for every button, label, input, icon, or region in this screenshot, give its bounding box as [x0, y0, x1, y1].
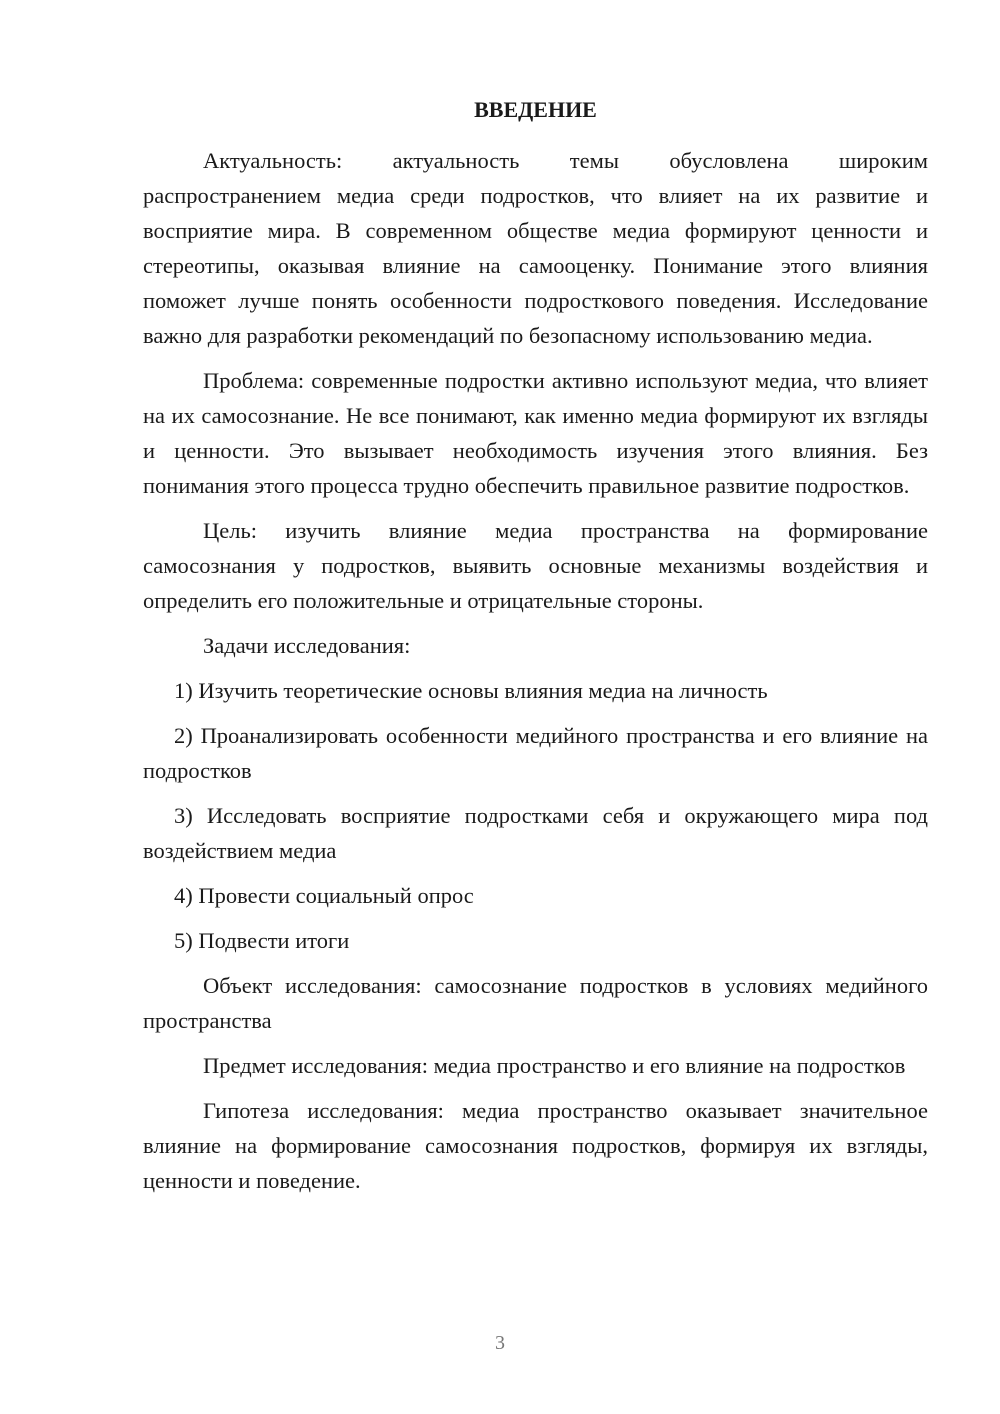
paragraph-goal: Цель: изучить влияние медиа пространства на формирование самосознания у подростков, выявить основные механизмы воздействия и определить его положительные и отрицательные стороны. [143, 518, 928, 613]
task-item-4: 4) Провести социальный опрос [174, 883, 474, 908]
task-item-5: 5) Подвести итоги [174, 928, 350, 953]
paragraph-problem: Проблема: современные подростки активно используют медиа, что влияет на их самосознание. Не все понимают, как именно медиа формируют их взгляды и ценности. Это вызывает необходимость изучения этого влияния. Без понимания этого процесса трудно обеспечить правильное развитие подростков. [143, 368, 928, 498]
task-item-2: 2) Проанализировать особенности медийного пространства и его влияние на подростков [143, 723, 928, 783]
paragraph-hypothesis: Гипотеза исследования: медиа пространство оказывает значительное влияние на формирование самосознания подростков, формируя их взгляды, ценности и поведение. [143, 1098, 928, 1193]
paragraph-tasks-heading: Задачи исследования: [203, 633, 411, 658]
paragraph-object: Объект исследования: самосознание подростков в условиях медийного пространства [143, 973, 928, 1033]
page-title: ВВЕДЕНИЕ [474, 97, 597, 122]
task-item-1: 1) Изучить теоретические основы влияния медиа на личность [174, 678, 768, 703]
page-number: 3 [495, 1332, 505, 1354]
paragraph-subject: Предмет исследования: медиа пространство и его влияние на подростков [203, 1053, 906, 1078]
paragraph-relevance: Актуальность: актуальность темы обусловлена широким распространением медиа среди подростков, что влияет на их развитие и восприятие мира. В современном обществе медиа формируют ценности и стереотипы, оказывая влияние на самооценку. Понимание этого влияния поможет лучше понять особенности подросткового поведения. Исследование важно для разработки рекомендаций по безопасному использованию медиа. [143, 148, 928, 348]
task-item-3: 3) Исследовать восприятие подростками себя и окружающего мира под воздействием медиа [143, 803, 928, 863]
document-page [143, 92, 928, 1208]
